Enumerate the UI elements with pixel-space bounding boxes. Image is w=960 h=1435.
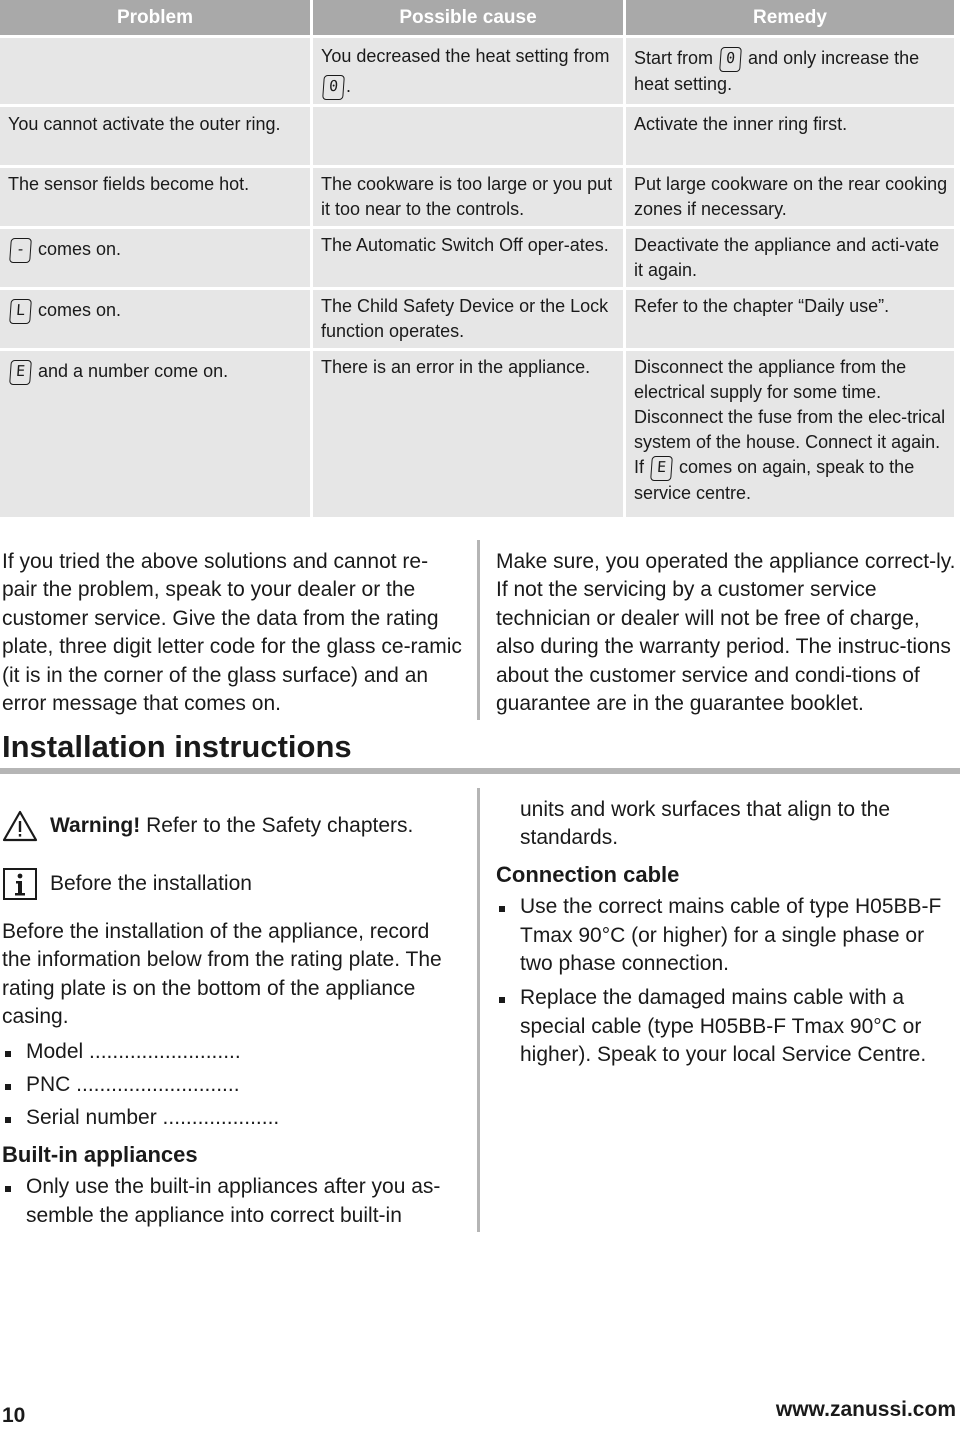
cable-list (496, 893, 956, 1069)
list-item: PNC ............................ (2, 1071, 462, 1099)
cell-problem (0, 38, 310, 104)
builtin-heading: Built-in appliances (2, 1141, 198, 1167)
before-installation-heading: Before the installation (50, 871, 252, 895)
page-number: 10 (2, 1404, 26, 1427)
cell-remedy: Put large cookware on the rear cooking zones if necessary. (626, 168, 954, 226)
display-lock-icon: L (9, 299, 32, 324)
cell-remedy: Refer to the chapter “Daily use”. (626, 290, 954, 348)
cell-problem: You cannot activate the outer ring. (0, 107, 310, 165)
display-zero-icon: 0 (719, 47, 742, 72)
info-note (2, 864, 462, 904)
column-divider (477, 540, 480, 720)
installation-right-column (496, 796, 956, 1070)
service-text-right: Make sure, you operated the appliance correct-ly. If not the servicing by a customer service technician or dealer will not be free of charge, also during the warranty period. The instruc-tions about the customer service and condi-tions of guarantee are in the guarantee booklet. (496, 550, 956, 716)
builtin-continued: units and work surfaces that align to the standards. (520, 798, 891, 850)
column-divider (477, 788, 480, 1232)
cell-problem: L comes on. (0, 290, 310, 348)
cell-remedy: Start from 0 and only increase the heat setting. (626, 38, 954, 104)
cell-problem: - comes on. (0, 229, 310, 287)
display-error-icon: E (9, 360, 32, 385)
service-text-left: If you tried the above solutions and cannot re-pair the problem, speak to your dealer or the customer service. Give the data from the rating plate, three digit letter code for the glass ce-ramic (it is in the corner of the glass surface) and an error message that comes on. (2, 550, 462, 716)
header-remedy: Remedy (626, 0, 954, 35)
rating-plate-list (2, 1038, 462, 1133)
cell-remedy: Deactivate the appliance and acti-vate it again. (626, 229, 954, 287)
installation-left-column (2, 806, 462, 1230)
cell-cause: You decreased the heat setting from 0 . (313, 38, 623, 104)
header-cause: Possible cause (313, 0, 623, 35)
warning-label: Warning! (50, 813, 141, 837)
info-icon (2, 867, 38, 901)
table-row (0, 290, 954, 348)
warning-note (2, 806, 462, 846)
table-row (0, 351, 954, 517)
cell-cause (313, 107, 623, 165)
list-item: Only use the built-in appliances after you as-semble the appliance into correct built-in (2, 1173, 462, 1230)
installation-title: Installation instructions (2, 729, 352, 764)
list-item: Replace the damaged mains cable with a special cable (type H05BB-F Tmax 90°C or higher). Speak to your local Service Centre. (496, 984, 956, 1069)
list-item: Serial number .................... (2, 1104, 462, 1132)
display-dash-icon: - (9, 238, 32, 263)
list-item: Model .......................... (2, 1038, 462, 1066)
section-rule (0, 768, 960, 774)
display-zero-icon: 0 (322, 75, 345, 100)
cell-cause: The cookware is too large or you put it too near to the controls. (313, 168, 623, 226)
before-installation-text: Before the installation of the appliance, record the information below from the rating plate. The rating plate is on the bottom of the appliance casing. (2, 920, 442, 1029)
cell-cause: There is an error in the appliance. (313, 351, 623, 517)
cell-cause: The Child Safety Device or the Lock function operates. (313, 290, 623, 348)
cell-problem: The sensor fields become hot. (0, 168, 310, 226)
cell-remedy: Disconnect the appliance from the electrical supply for some time. Disconnect the fuse from the elec-trical system of the house. Connect it again. If E comes on again, speak to the service centre. (626, 351, 954, 517)
table-header-row (0, 0, 954, 35)
display-error-icon: E (650, 456, 673, 481)
list-item: Use the correct mains cable of type H05BB-F Tmax 90°C (or higher) for a single phase or two phase connection. (496, 893, 956, 978)
website-link[interactable]: www.zanussi.com (775, 1398, 956, 1421)
table-row (0, 38, 954, 104)
table-row (0, 107, 954, 165)
warning-text: Refer to the Safety chapters. (146, 813, 414, 837)
connection-cable-heading: Connection cable (496, 861, 680, 887)
cell-remedy: Activate the inner ring first. (626, 107, 954, 165)
table-row (0, 168, 954, 226)
builtin-list (2, 1173, 462, 1230)
table-row (0, 229, 954, 287)
header-problem: Problem (0, 0, 310, 35)
warning-icon (2, 809, 38, 843)
cell-cause: The Automatic Switch Off oper-ates. (313, 229, 623, 287)
troubleshooting-table (0, 0, 957, 520)
cell-problem: E and a number come on. (0, 351, 310, 517)
